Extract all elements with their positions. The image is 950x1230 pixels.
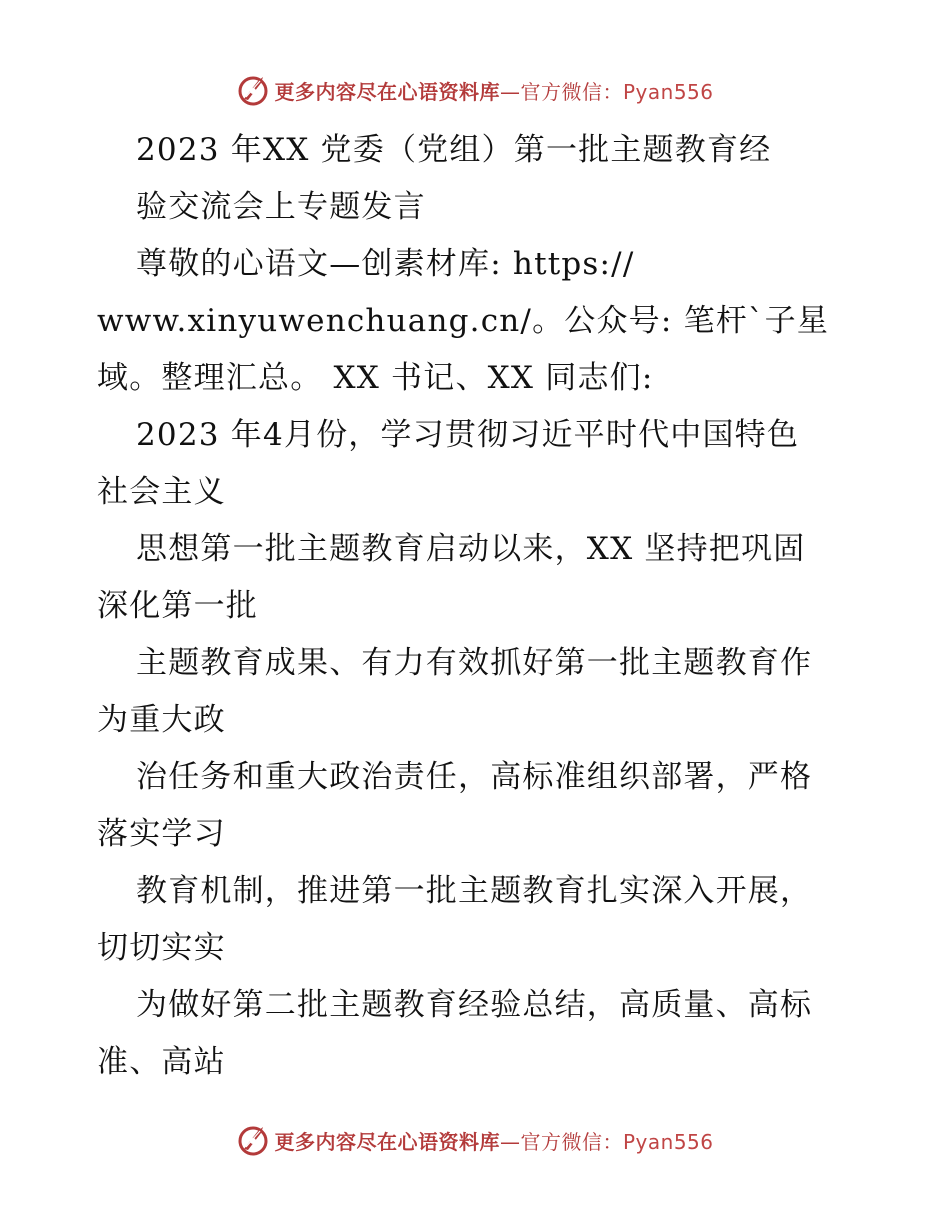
footer-watermark <box>0 1120 950 1160</box>
text-line: 准、高站 <box>97 1044 226 1080</box>
text-line: 2023 年XX 党委（党组）第一批主题教育经 <box>136 132 772 168</box>
watermark-wechat-id: Pyan556 <box>622 1129 714 1154</box>
quill-pen-logo-icon <box>236 73 270 107</box>
text-line: 为重大政 <box>97 702 226 738</box>
text-line: 域。整理汇总。 XX 书记、XX 同志们: <box>97 360 654 396</box>
text-line: 落实学习 <box>97 816 226 852</box>
text-line: 尊敬的心语文—创素材库: https:// <box>136 246 635 282</box>
text-line: 验交流会上专题发言 <box>136 189 426 225</box>
watermark-text <box>274 76 713 105</box>
watermark-separator: — <box>499 79 521 104</box>
watermark-wechat-id: Pyan556 <box>622 79 714 104</box>
quill-pen-logo-icon <box>236 1123 270 1157</box>
watermark-main: 更多内容尽在心语资料库 <box>274 79 500 104</box>
text-line: www.xinyuwenchuang.cn/。公众号: 笔杆`子星 <box>97 303 830 339</box>
watermark-separator: — <box>499 1129 521 1154</box>
text-line: 社会主义 <box>97 474 226 510</box>
text-line: 2023 年4月份，学习贯彻习近平时代中国特色 <box>136 417 800 453</box>
text-line: 思想第一批主题教育启动以来，XX 坚持把巩固 <box>136 531 806 567</box>
watermark-wechat-label: 官方微信： <box>520 1129 623 1154</box>
text-line: 主题教育成果、有力有效抓好第一批主题教育作 <box>136 645 813 681</box>
text-line: 教育机制，推进第一批主题教育扎实深入开展， <box>136 873 813 909</box>
document-body <box>0 122 950 1091</box>
header-watermark <box>0 70 950 110</box>
watermark-main: 更多内容尽在心语资料库 <box>274 1129 500 1154</box>
text-line: 治任务和重大政治责任，高标准组织部署，严格 <box>136 759 813 795</box>
watermark-text <box>274 1126 713 1155</box>
text-line: 切切实实 <box>97 930 226 966</box>
text-line: 深化第一批 <box>97 588 258 624</box>
watermark-wechat-label: 官方微信： <box>520 79 623 104</box>
text-line: 为做好第二批主题教育经验总结，高质量、高标 <box>136 987 813 1023</box>
